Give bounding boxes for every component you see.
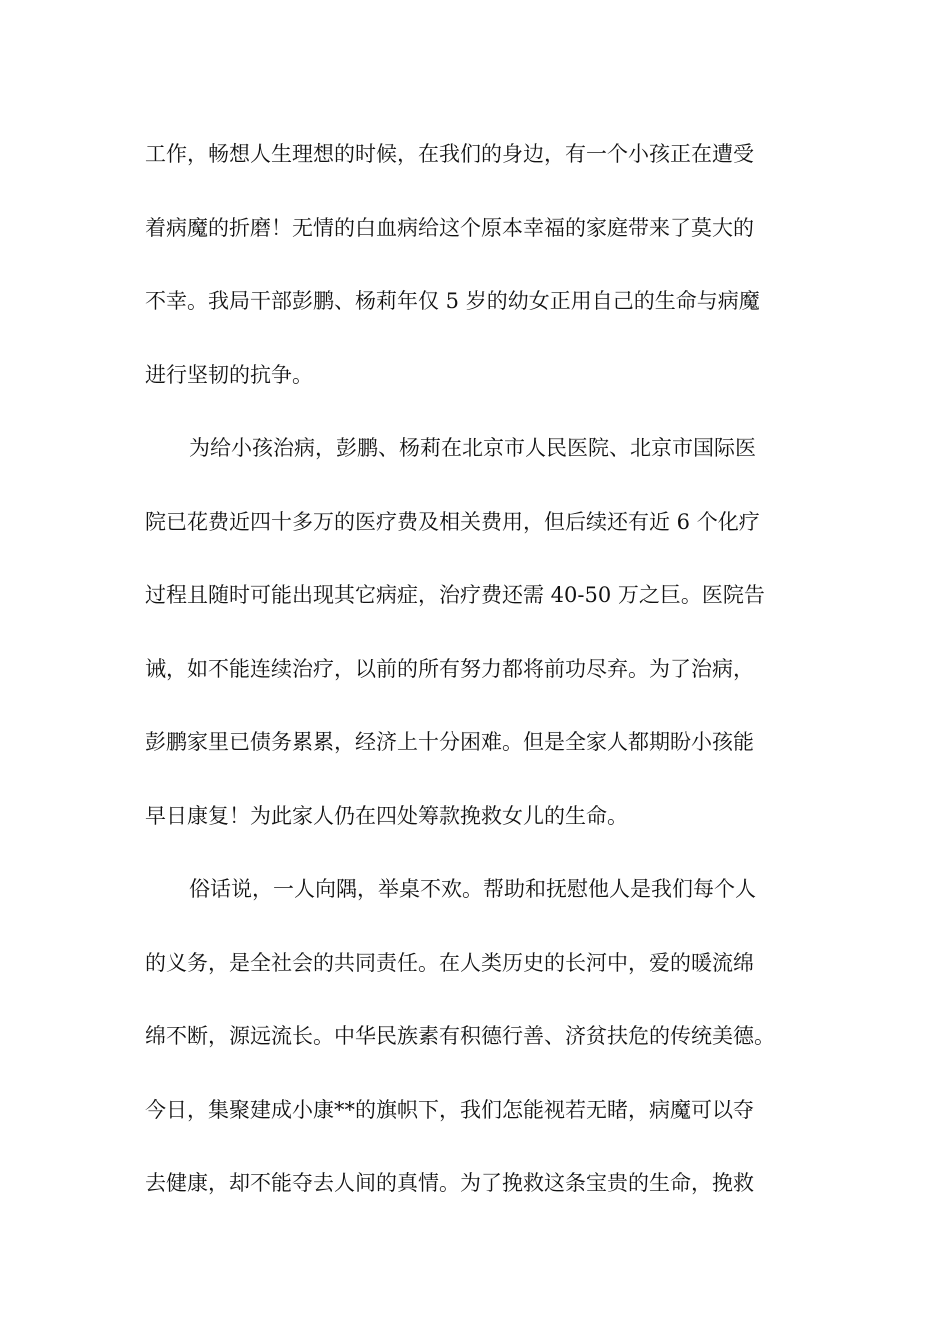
text-line: 的义务，是全社会的共同责任。在人类历史的长河中，爱的暖流绵 (145, 950, 754, 975)
paragraph-start-line: 为给小孩治病，彭鹏、杨莉在北京市人民医院、北京市国际医 (189, 436, 756, 460)
paragraph-start-line: 俗话说，一人向隅，举桌不欢。帮助和抚慰他人是我们每个人 (189, 877, 756, 901)
body-text (145, 128, 825, 1231)
text-line: 过程且随时可能出现其它病症，治疗费还需 40-50 万之巨。医院告 (145, 583, 765, 607)
text-line: 彭鹏家里已债务累累，经济上十分困难。但是全家人都期盼小孩能 (145, 730, 754, 754)
text-line: 去健康，却不能夺去人间的真情。为了挽救这条宝贵的生命，挽救 (145, 1171, 754, 1195)
text-line: 早日康复！为此家人仍在四处筹款挽救女儿的生命。 (145, 803, 628, 828)
text-line: 今日，集聚建成小康**的旗帜下，我们怎能视若无睹，病魔可以夺 (145, 1097, 754, 1122)
text-line: 诫，如不能连续治疗，以前的所有努力都将前功尽弃。为了治病， (145, 656, 754, 681)
text-line: 不幸。我局干部彭鹏、杨莉年仅 5 岁的幼女正用自己的生命与病魔 (145, 289, 760, 313)
text-line: 进行坚韧的抗争。 (145, 362, 313, 387)
text-line: 工作，畅想人生理想的时候，在我们的身边，有一个小孩正在遭受 (145, 142, 754, 166)
text-line: 绵不断，源远流长。中华民族素有积德行善、济贫扶危的传统美德。 (145, 1024, 775, 1048)
text-line: 院已花费近四十多万的医疗费及相关费用，但后续还有近 6 个化疗 (145, 509, 760, 534)
text-line: 着病魔的折磨！无情的白血病给这个原本幸福的家庭带来了莫大的 (145, 215, 754, 240)
